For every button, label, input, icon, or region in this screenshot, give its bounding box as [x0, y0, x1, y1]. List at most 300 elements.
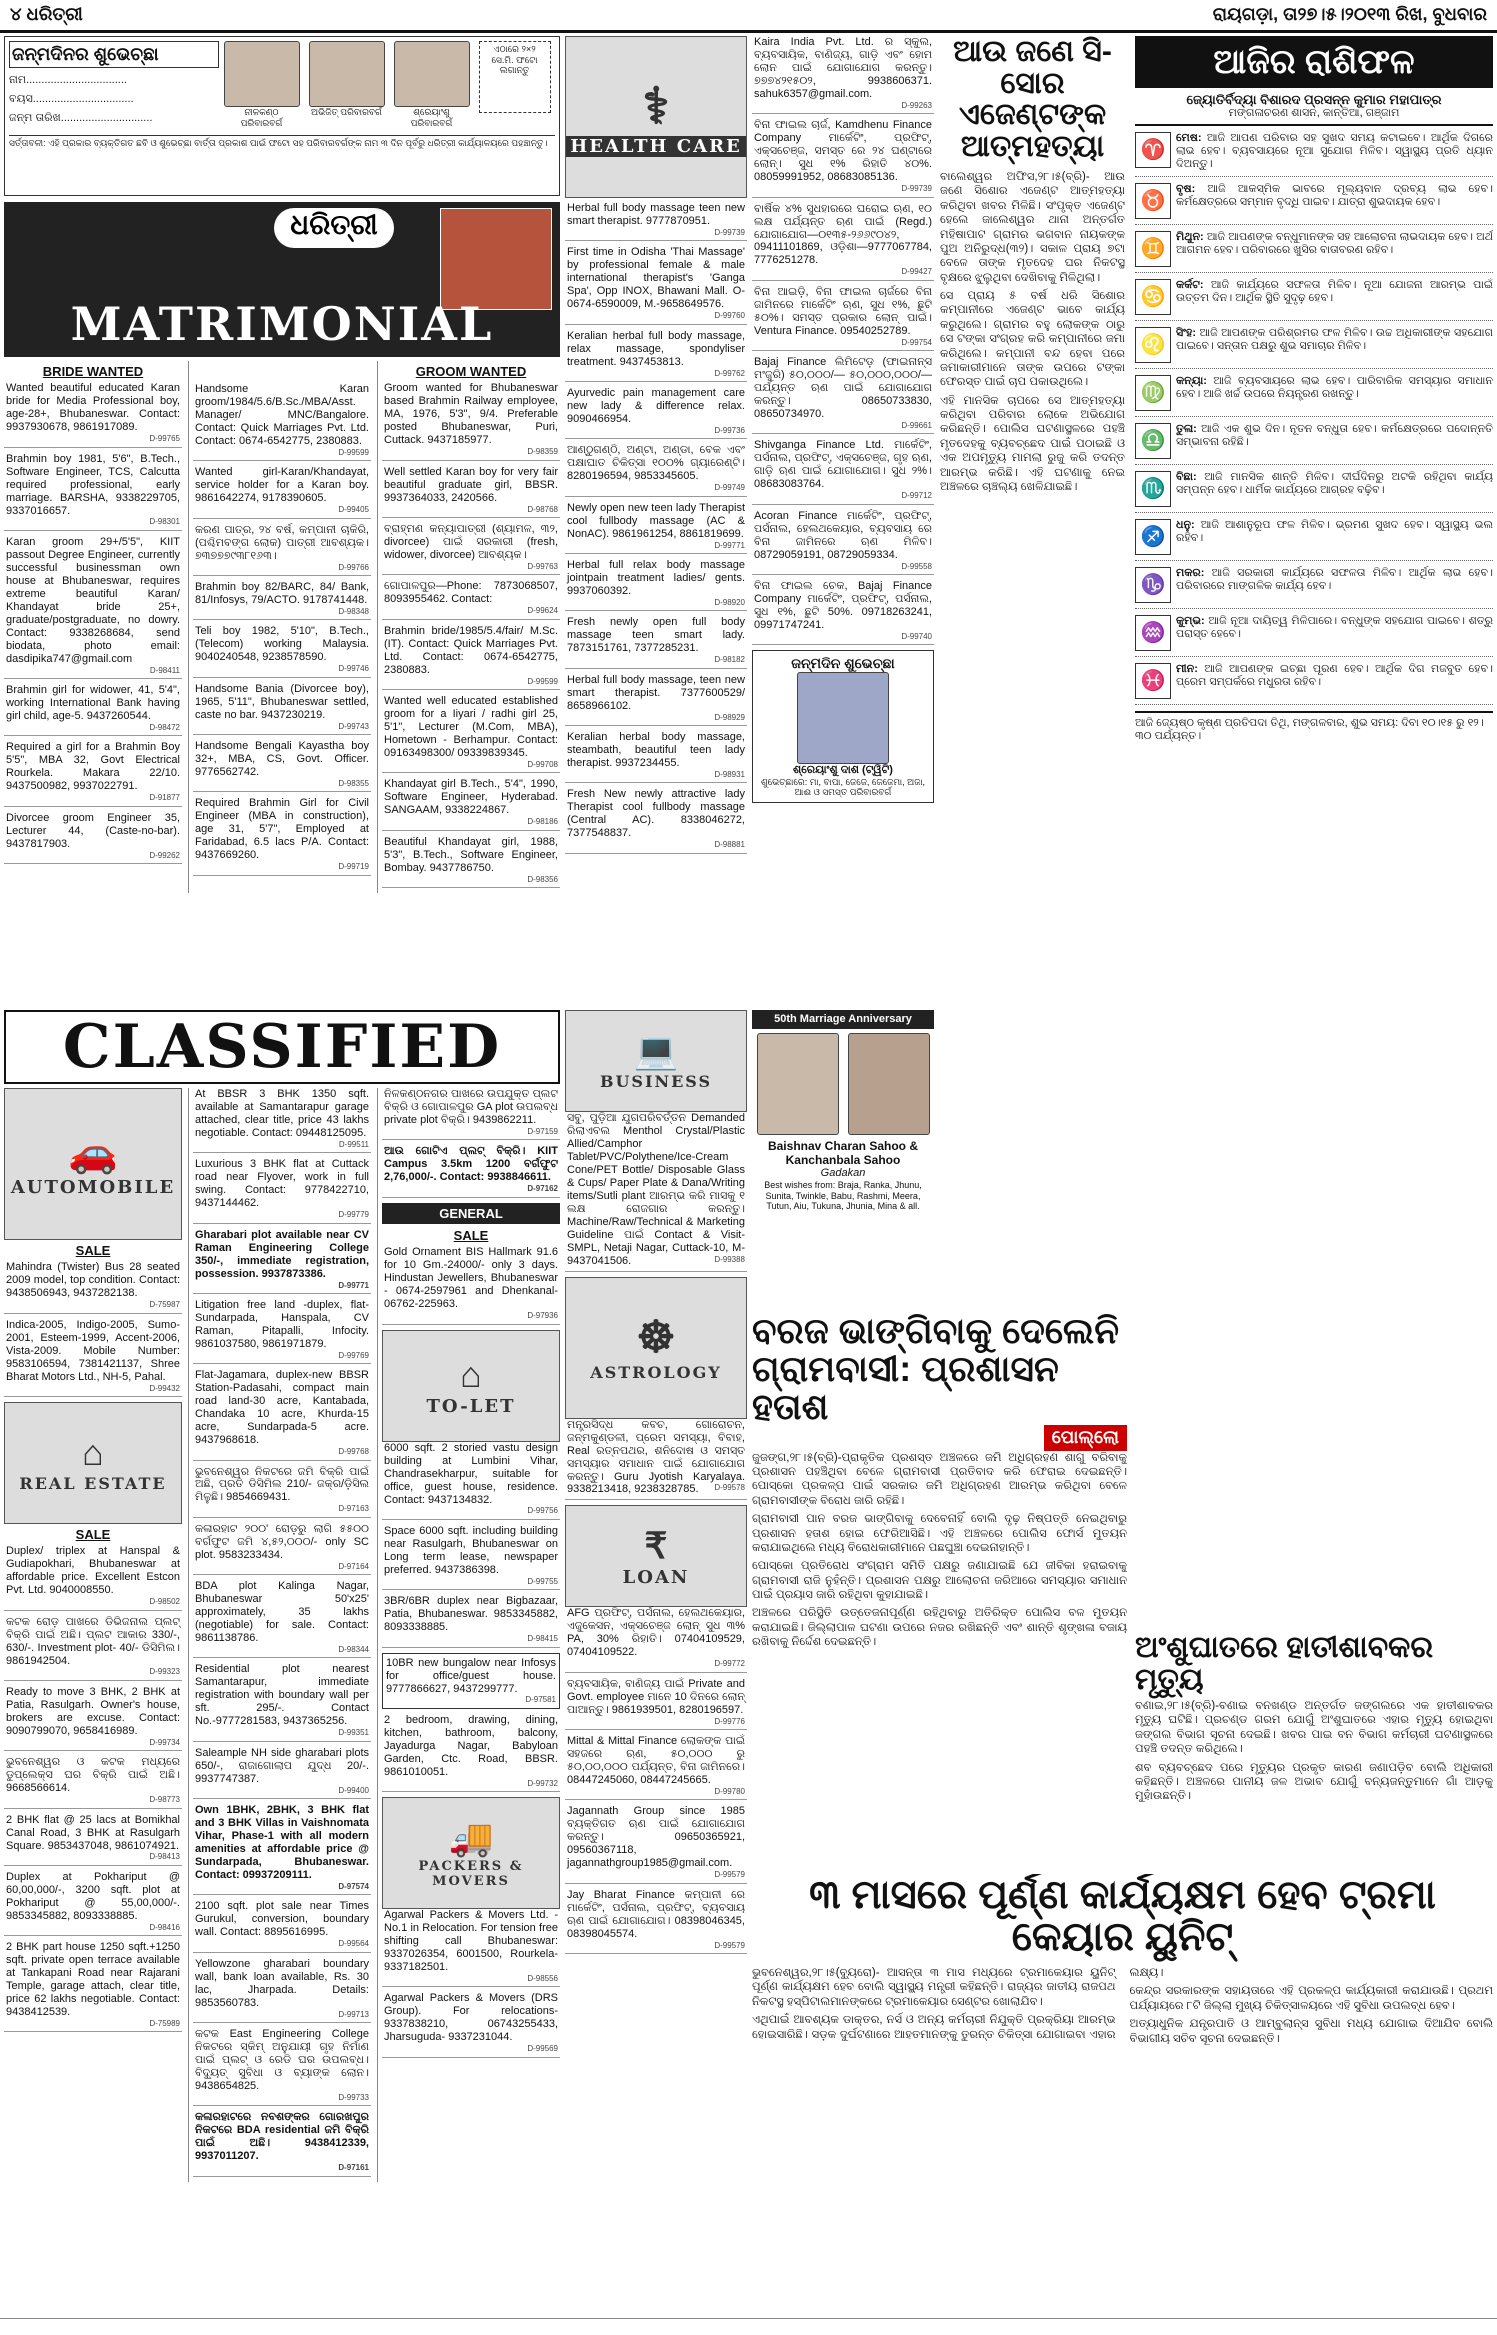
ad-code: D-99400 [338, 1785, 369, 1795]
real-estate-ad [193, 1663, 371, 1741]
ad-code: D-75987 [149, 1300, 180, 1310]
zodiac-sign-icon: ♋ [1135, 279, 1171, 315]
ad-code: D-99323 [149, 1667, 180, 1677]
ad-text: Residential plot nearest Samantarapur, immediate registration with boundary wall per sft. 295/-. Contact No.-9777281583, 9437365256. [195, 1663, 369, 1728]
zodiac-sign-icon: ♈ [1135, 132, 1171, 168]
ad-text: କଟକ ରୋଡ଼ ପାଖରେ ଡିଭିଜନାଲ ପ୍ଲଟ୍ ବିକ୍ରି ପାଇଁ ଅଛି। ପ୍ଲଟ ଆକାର 330/-, 630/-. Investment plot- 40/- ଡିସିମିଲ। 9861942504. [6, 1615, 180, 1667]
zodiac-sign-icon: ♏ [1135, 471, 1171, 507]
rashi-name: ବିଛା: [1176, 471, 1205, 484]
rashi-text: ମକର: ଆଜି ସରକାରୀ କାର୍ଯ୍ୟରେ ସଫଳତା ମିଳିବ। ଆର୍ଥିକ ଲାଭ ହେବ। ପରିବାରରେ ମାଙ୍ଗଳିକ କାର୍ଯ୍ୟ ହେବ। [1176, 567, 1493, 593]
ad-text: Duplex/ triplex at Hanspal & Gudiapokhari, Bhubaneswar at affordable price. Excellent Estcon Pvt. Ltd. 9040008550. [6, 1545, 180, 1597]
matrimonial-ad [382, 580, 560, 619]
ad-text: Teli boy 1982, 5'10", B.Tech., (Telecom) working Malaysia. 9040240548, 9238578590. [195, 625, 369, 664]
matrimonial-ad [4, 684, 182, 736]
real-estate-ad [193, 1900, 371, 1952]
ad-code: D-99579 [714, 1940, 745, 1950]
real-estate-ad [193, 2028, 371, 2106]
loan-ad [565, 1805, 747, 1883]
ad-code: D-99779 [338, 1210, 369, 1220]
real-estate-ad [4, 1545, 182, 1610]
ad-text: Handsome Karan groom/1984/5.6/B.Sc./MBA/Asst. Manager/ MNC/Bangalore. Contact: Quick Marriages Pvt. Ltd. Contact: 0674-6542775, 2380883. [195, 383, 369, 447]
rashi-name: ସିଂହ: [1176, 327, 1200, 340]
ad-text: Required a girl for a Brahmin Boy 5'5", MBA 32, Govt Electrical Rourkela. Makara 22/10. 9437500982, 9937022791. [6, 741, 180, 793]
birthday-form [4, 36, 560, 196]
rashi-name: ବୃଷ: [1176, 183, 1208, 196]
ad-text: ବିନା ଫାଇଲ ଚେକ, Bajaj Finance Company ମାର୍କେଟିଂ, ପ୍ରଫିଟ୍, ପର୍ସନାଲ, ସୁଧ ୧%, ଛୁଟି 50%. 09718263241, 09971747241. [754, 580, 932, 631]
ad-text: କଟକ East Engineering College ନିକଟରେ ସ୍କିମ୍ ଅନୁଯାୟୀ ଗୃହ ନିର୍ମାଣ ପାଇଁ ପ୍ଲଟ୍ ଓ ରେଡି ଘର ଉପଲବ୍ଧ। ବିଦ୍ୟୁତ୍ ସୁବିଧା ଓ ବ୍ୟାଙ୍କ ଲୋନ। 9438654825. [195, 2028, 369, 2092]
ad-text: Karan groom 29+/5'5", KIIT passout Degree Engineer, currently successful businessman own house at Bhubaneswar, requires extreme beautiful Karan/ Khandayat bride 25+, graduate/postgraduate, no dowry. Contact: 9338268684, send biodata, photo email: dasdipika747@gmail.com [6, 535, 180, 665]
ad-text: Keralian herbal full body massage, relax massage, spondyliser treatment. 9437453813. [567, 329, 745, 368]
real-estate-ad [382, 1088, 560, 1140]
real-estate-ad [193, 1466, 371, 1518]
loan-ad [565, 1735, 747, 1800]
kid-caption: ନୀଳକଣ୍ଠ ପରିବାରବର୍ଗ [240, 107, 283, 128]
real-estate-title: REAL ESTATE [19, 1473, 167, 1493]
ad-code: D-99743 [338, 721, 369, 731]
health-care-title: HEALTH CARE [566, 136, 746, 157]
car-icon: 🚗 [68, 1130, 118, 1175]
news-road-headline: ବରଜ ଭାଙ୍ଗିବାକୁ ଦେଲେନି ଗ୍ରାମବାସୀ: ପ୍ରଶାସନ ହତାଶ [752, 1312, 1120, 1427]
ad-text: Keralian herbal body massage, steambath, beautiful teen lady therapist. 9937234455. [567, 731, 745, 769]
ad-text: Wanted well educated established groom for a Iiyari / radhi girl 25, 5'1", Lecturer (M.Com, MBA), Hometown - Berhampur. Contact: 09163498300/ 09339839345. [384, 694, 558, 759]
matrimonial-ad [193, 466, 371, 518]
rashi-entry [1135, 519, 1493, 561]
ad-text: BDA plot Kalinga Nagar, Bhubaneswar 50'x25' approximately, 35 lakhs (negotiable) for sale. Contact: 9861138786. [195, 1580, 369, 1645]
news-paragraph: ଅଞ୍ଚଳରେ ପରିସ୍ଥିତି ଉତ୍ତେଜନାପୂର୍ଣ୍ଣ ରହିଥିବାରୁ ଅତିରିକ୍ତ ପୋଲିସ ବଳ ମୁତୟନ କରାଯାଇଛି। ଜିଲ୍ଲାପାଳ ଘଟଣା ଉପରେ ନଜର ରଖିଛନ୍ତି ଏବଂ ଶାନ୍ତି ଶୃଙ୍ଖଳା ବଜାୟ ରଖିବାକୁ ନିର୍ଦ୍ଦେଶ ଦେଇଛନ୍ତି। [752, 1607, 1127, 1649]
news-paragraph: ଅତ୍ୟାଧୁନିକ ଯନ୍ତ୍ରପାତି ଓ ଆମ୍ବୁଲାନ୍ସ ସୁବିଧା ମଧ୍ୟ ଯୋଗାଇ ଦିଆଯିବ ବୋଲି ବିଭାଗୀୟ ସଚିବ ସୂଚନା ଦେଇଛନ୍ତି। [1129, 2018, 1493, 2045]
to-let-ad [382, 1714, 560, 1792]
rashi-entry [1135, 132, 1493, 177]
kid-caption: ଶ୍ରେୟାଂଶୁ ପରିବାରବର୍ଗ [410, 107, 453, 128]
business-ad: ସବୁ, ପୁଡ଼ିଆ ଯୁଗପରିବର୍ତ୍ତନ Demanded ରିଲାଏବଲ Menthol Crystal/Plastic Allied/Camphor Tablet/PVC/Polythene/Ice-Cream Cone/PET Bottle/ Disposable Glass & Cups/ Paper Plate & Dana/Writing items/Sutli plant ଆରମ୍ଭ କରି ମାସକୁ ୧ ଲକ୍ଷ ରୋଜଗାର କରନ୍ତୁ। Machine/Raw/Technical & Marketing Guideline ପାଇଁ Contact & Visit-SMPL, Netaji Nagar, Cuttack-10, M-9437041506. D-99388 [565, 1112, 747, 1272]
ad-code: D-98415 [527, 1634, 558, 1644]
ad-code: D-98301 [149, 517, 180, 527]
matrimonial-ad [382, 382, 560, 460]
ad-text: ବ୍ୟବସାୟିକ, ବାଣିଜ୍ୟ ପାଇଁ Private and Govt. employee ମାନେ 10 ଦିନରେ ଲୋନ୍ ପାଆନ୍ତୁ। 9861939501, 8280196597. [567, 1677, 745, 1716]
ad-text: Fresh newly open full body massage teen smart lady. 7873151761, 7377285231. [567, 616, 745, 655]
ad-text: Fresh New newly attractive lady Therapist cool fullbody massage (Central AC). 8338046272, 7377548837. [567, 788, 745, 840]
to-let-title: TO-LET [426, 1396, 516, 1418]
ad-code: D-99712 [901, 491, 932, 501]
ad-code: D-99749 [714, 483, 745, 493]
ad-code: D-98920 [714, 597, 745, 607]
packers-ad [382, 1909, 560, 1987]
kid-caption: ଅଭିଜିତ୍ ପରିବାରବର୍ଗ [311, 107, 382, 117]
rashi-entry [1135, 183, 1493, 225]
ad-text: କଳାରହାଟରେ ନବଶଙ୍କର ଗୋରଖପୁର ନିକଟରେ BDA residential ଜମି ବିକ୍ରି ପାଇଁ ଅଛି। 9438412339, 9937011207. [195, 2111, 369, 2163]
ad-code: D-99579 [714, 1870, 745, 1880]
health-ad [565, 202, 747, 241]
rashi-name: କୁମ୍ଭ: [1176, 615, 1209, 628]
ad-text: Handsome Bengali Kayastha boy 32+, MBA, CS, Govt. Officer. 9776562742. [195, 740, 369, 778]
news-paragraph: ପୋସ୍କୋ ପ୍ରତିରୋଧ ସଂଗ୍ରାମ ସମିତି ପକ୍ଷରୁ ଜଣାଯାଇଛି ଯେ ଜୀବିକା ହରାଇବାକୁ ଗ୍ରାମବାସୀ ରାଜି ନୁହଁନ୍ତି। ପ୍ରଶାସନ ପକ୍ଷରୁ ଆଲୋଚନା ଜରିଆରେ ସମସ୍ୟାର ସମାଧାନ ପାଇଁ ପ୍ରୟାସ ଜାରି ରହିଥିବା କୁହାଯାଇଛି। [752, 1560, 1127, 1601]
ad-text: 2 BHK flat @ 25 lacs at Bomikhal Canal Road, 3 BHK at Rasulgarh Square. 9853437048, 9861074921. [6, 1813, 180, 1852]
ad-code: D-99432 [149, 1383, 180, 1393]
ad-text: Flat-Jagamara, duplex-new BBSR Station-Padasahi, compact main road land-30 acre, Kantabada, Chandaka 10 acre, Khurda-15 acre, Sundarpada-5 acre. 9437968618. [195, 1369, 369, 1447]
birthday-wish-box [752, 650, 934, 803]
ad-text: ବିନା ଆଇଡ଼ି, ବିନା ଫାଇଲ ଚାର୍ଜରେ ବିନା ଜାମିନରେ ମାର୍କେଟିଂ ଋଣ, ସୁଧ ୧%, ଛୁଟି ୫୦%। ସମସ୍ତ ପ୍ରକାର ଲୋନ୍ ପାଇଁ। Ventura Finance. 09540252789. [754, 285, 932, 337]
ad-text: Kaira India Pvt. Ltd. ର ସ୍କୁଲ, ବ୍ୟବସାୟିକ, ବାଣିଜ୍ୟ, ଗାଡ଼ି ଏବଂ ହୋମ ଲୋନ ପାଇଁ ଯୋଗାଯୋଗ କରନ୍ତୁ। ୭୭୭୪୨୧୫୦୨, 9938606371. sahuk6357@gmail.com. [754, 36, 932, 100]
ad-code: D-99769 [338, 1350, 369, 1360]
page-header [0, 0, 1497, 33]
health-ad [565, 502, 747, 554]
ad-code: D-99739 [901, 184, 932, 194]
ad-code: D-91877 [149, 793, 180, 803]
business-astrology-loan-column [565, 1010, 747, 2315]
ad-code: D-99558 [901, 561, 932, 571]
news-trauma-headline: ୩ ମାସରେ ପୂର୍ଣ୍ଣ କାର୍ଯ୍ୟକ୍ଷମ ହେବ ଟ୍ରମା କେୟାର ୟୁନିଟ୍ [809, 1874, 1436, 1959]
ad-text: Wanted beautiful educated Karan bride for Media Professional boy, age-28+, Bhubaneswar. Contact: 9937930678, 9861917089. [6, 382, 180, 434]
matrimonial-ad [382, 836, 560, 888]
ad-code: D-99719 [338, 862, 369, 872]
rashi-entry [1135, 567, 1493, 609]
matrimonial-ad [4, 536, 182, 679]
ad-code: D-99624 [527, 606, 558, 616]
rashi-entry [1135, 231, 1493, 273]
ad-text: Divorcee groom Engineer 35, Lecturer 44, (Caste-no-bar). 9437817903. [6, 811, 180, 850]
ad-text: Own 1BHK, 2BHK, 3 BHK flat and 3 BHK Villas in Vaishnomata Vihar, Phase-1 with all modern amenities at affordable price @ Sundarpada, Bhubaneswar. Contact: 09937209111. [195, 1804, 369, 1881]
ad-code: D-75989 [149, 2019, 180, 2029]
matrimonial-ad [193, 683, 371, 735]
matrimonial-ad [4, 741, 182, 806]
birthday-wish-note: ଶୁଭେଚ୍ଛାରେ: ମା, ବାପା, ଜେଜେ, ଜେଜେମା, ଅଜା, ଆଈ ଓ ସମସ୍ତ ପରିବାରବର୍ଗ [760, 776, 926, 798]
rashi-name: କର୍କଟ: [1176, 279, 1211, 292]
ad-text: ବିନା ଫାଇଲ ଚାର୍ଜ, Kamdhenu Finance Company ମାର୍କେଟିଂ, ପ୍ରଫିଟ୍, ଏକ୍ସଚେଞ୍ଜ, ସମସ୍ତ ରେ ୨୪ ଘଣ୍ଟାରେ ଲୋନ୍। ସୁଧ ୧% ରିହାତି ୪୦%. 08059991952, 08683085136. [754, 119, 932, 184]
finance-ad [752, 510, 934, 575]
news-elephant-headline: ଅଂଶୁଘାତରେ ହାତୀଶାବକର ମୃତ୍ୟୁ [1135, 1632, 1434, 1696]
matrimonial-ad [193, 625, 371, 677]
matrimonial-ad [193, 524, 371, 576]
ad-text: 2 BHK part house 1250 sqft.+1250 sqft. private open terrace available at Tankapani Road near Rajarani Temple, garage attach, clear title, price 62 lakhs negotiable. Contact: 9438412539. [6, 1941, 180, 2019]
ad-text: କରଣ ପାତ୍ର, ୨୪ ବର୍ଷ, କମ୍ପାନୀ ଚାକିରି, (ପଶ୍ଚିମବଙ୍ଗ ଲୋକ) ପାତ୍ରୀ ଆବଶ୍ୟକ। ୭୩୭୭୭୯୩୮୧୬୩। [195, 523, 369, 562]
news-suicide [940, 36, 1125, 1036]
ad-text: Jay Bharat Finance କମ୍ପାନୀ ରେ ମାର୍କେଟିଂ, ପର୍ସନାଲ, ପ୍ରଫିଟ୍, ବ୍ୟବସାୟ ଋଣ ପାଇଁ ଯୋଗାଯୋଗ। 08398046345, 08398045574. [567, 1888, 745, 1940]
rashi-entry [1135, 615, 1493, 657]
rashi-text: ମିଥୁନ: ଆଜି ଆପଣଙ୍କ ବନ୍ଧୁମାନଙ୍କ ସହ ଆଲୋଚନା ଲାଭଦାୟକ ହେବ। ଅର୍ଥ ଆଗମନ ହେବ। ପରିବାରରେ ଖୁସିର ବାତାବରଣ ରହିବ। [1176, 231, 1493, 257]
ad-text: Newly open new teen lady Therapist cool fullbody massage (AC & NonAC). 9861961254, 8861819699. [567, 501, 745, 540]
rashi-entry [1135, 663, 1493, 705]
banner-logo: ଧରିତ୍ରୀ [274, 208, 394, 248]
bride-image [440, 208, 552, 310]
real-estate-ad [193, 1229, 371, 1294]
rashi-name: ମକର: [1176, 567, 1212, 580]
ad-code: D-98182 [714, 655, 745, 665]
photo-slot: ଏଠାରେ ୨×୨ ସେ.ମି. ଫଟୋ ଲଗାନ୍ତୁ [479, 41, 551, 113]
ad-code: D-97161 [338, 2163, 369, 2173]
ad-code: D-99776 [714, 1716, 745, 1726]
astrology-title: ASTROLOGY [590, 1363, 722, 1383]
rashi-text: କନ୍ୟା: ଆଜି ବ୍ୟବସାୟରେ ଲାଭ ହେବ। ପାରିବାରିକ ସମସ୍ୟାର ସମାଧାନ ହେବ। ଆଜି ଖର୍ଚ୍ଚ ଉପରେ ନିୟନ୍ତ୍ରଣ ରଖନ୍ତୁ। [1176, 375, 1493, 401]
ad-code: D-99713 [338, 2009, 369, 2019]
ad-code: D-98768 [527, 504, 558, 514]
ad-code: D-99569 [527, 2044, 558, 2054]
ad-code: D-98413 [149, 1852, 180, 1862]
astrology-banner [565, 1277, 747, 1419]
ad-code: D-97163 [338, 1504, 369, 1514]
ad-code: D-97581 [525, 1695, 556, 1705]
ad-text: ଭୁବନେଶ୍ୱର ନିକଟରେ ଜମି ବିକ୍ରି ପାଇଁ ଅଛି, ପ୍ରତି ଡିସିମିଲ 210/- ଜକ୍ର/ଡ଼ିସିଲ ମିଳୁଛି। 9854669431. [195, 1465, 369, 1504]
packers-title: PACKERS & MOVERS [418, 1859, 524, 1890]
real-estate-ad [193, 1299, 371, 1364]
ad-code: D-99768 [338, 1447, 369, 1457]
ad-text: 3BR/6BR duplex near Bigbazaar, Patia, Bhubaneswar. 9853345882, 8093338885. [384, 1595, 558, 1634]
news-paragraph: ଜୁଜଙ୍ଗ,୨୮।୫(ବ୍ରି)-ପ୍ରାକୃତିକ ପ୍ରଶସ୍ତ ଅଞ୍ଚଳରେ ଜମି ଅଧିଗ୍ରହଣ ଶାଗୁ ବରିବାକୁ ପ୍ରଶାସନ ପହଞ୍ଚିଥିବା ବେଳେ ଗ୍ରାମବାସୀ ପ୍ରତିବାଦ କରି ଫେରାଇ ଦେଇଛନ୍ତି। ପୋସ୍କୋ ପ୍ରକଳ୍ପ ପାଇଁ ସରକାର ଜମି ଅଧିଗ୍ରହଣ ଆରମ୍ଭ କରିଥିବା ବେଳେ ଗ୍ରାମବାସୀଙ୍କ ବିରୋଧ ଜାରି ରହିଛି। [752, 1451, 1127, 1507]
rashifal-footer: ଆଜି ଜ୍ୟେଷ୍ଠ କୃଷ୍ଣ ପ୍ରତିପଦା ତିଥି, ମଙ୍ଗଳବାର, ଶୁଭ ସମୟ: ଦିବା ୧୦।୧୫ ରୁ ୧୨।୩୦ ପର୍ଯ୍ୟନ୍ତ। [1135, 711, 1493, 743]
matrimonial-ad [4, 382, 182, 447]
kid-photo [394, 41, 470, 107]
rashi-entry [1135, 327, 1493, 369]
ad-code: D-99771 [338, 1280, 369, 1290]
child-photo [797, 672, 889, 764]
news-paragraph: ଏଥିପାଇଁ ଆବଶ୍ୟକ ଡାକ୍ତର, ନର୍ସ ଓ ଅନ୍ୟ କର୍ମଚାରୀ ନିଯୁକ୍ତି ପ୍ରକ୍ରିୟା ଆରମ୍ଭ ହୋଇସାରିଛି। ସଡ଼କ ଦୁର୍ଘଟଣାରେ ଆହତମାନଙ୍କୁ ତୁରନ୍ତ ଚିକିତ୍ସା ଯୋଗାଇବା ଏହାର ଲକ୍ଷ୍ୟ। [752, 1967, 1164, 2041]
health-ad [565, 788, 747, 853]
ad-text: Gold Ornament BIS Hallmark 91.6 for 10 Gm.-24000/- only 3 days. Hindustan Jewellers, Bhubaneswar - 0674-2597961 and Dhenkanal-06762-225963. [384, 1246, 558, 1311]
finance-ad [752, 203, 934, 281]
ad-code: D-99599 [527, 676, 558, 686]
real-estate-ad [193, 1088, 371, 1153]
matrimonial-ad [4, 453, 182, 531]
zodiac-sign-icon: ♓ [1135, 663, 1171, 699]
finance-ad [752, 286, 934, 351]
news-suicide-headline: ଆଉ ଜଣେ ସି-ସୋର ଏଜେଣ୍ଟଙ୍କ ଆତ୍ମହତ୍ୟା [953, 36, 1112, 163]
zodiac-sign-icon: ♑ [1135, 567, 1171, 603]
ad-code: D-99746 [338, 664, 369, 674]
ad-code: D-99734 [149, 1737, 180, 1747]
ad-code: D-98355 [338, 778, 369, 788]
money-icon: ₹ [644, 1524, 668, 1566]
ad-text: ବାର୍ଷିକ ୪% ସୁଧହାରରେ ଘରୋଇ ଋଣ, ୧୦ ଲକ୍ଷ ପର୍ଯ୍ୟନ୍ତ ଋଣ ପାଇଁ (Regd.) ଯୋଗାଯୋଗ—୦୧୩୫-୨୬୬୯୦୪୨, 09411101869, ଓଡ଼ିଶା—9777067784, 7776251278. [754, 202, 932, 267]
ad-text: Required Brahmin Girl for Civil Engineer (MBA in construction), age 31, 5'7", Employed at Faridabad, 6.5 lacs P/A. Contact: 9437669260. [195, 797, 369, 862]
news-paragraph: ବାଲେଶ୍ୱର ଅଫିସ,୨୮।୫(ବ୍ରି)- ଆଉ ଜଣେ ସିଶୋର ଏଜେଣ୍ଟ ଆତ୍ମହତ୍ୟା କରିଥିବା ଖବର ମିଳିଛି। ସଂପୃକ୍ତ ଏଜେଣ୍ଟ ହେଲେ ଜାଲେଶ୍ୱର ଥାନା ଅନ୍ତର୍ଗତ ମହିଷାପାଟ ଗ୍ରାମର ଭଗବାନ ନାୟକଙ୍କ ପୁଅ ଅନିରୁଦ୍ଧ(୩୨)। ସକାଳ ପ୍ରାୟ ୭ଟା ବେଳେ ତାଙ୍କ ମୃତଦେହ ଘର ନିକଟସ୍ଥ ବୃକ୍ଷରେ ଝୁଲୁଥିବା ଦେଖିବାକୁ ମିଳିଥିଲା। [940, 171, 1125, 284]
loan-title: LOAN [622, 1567, 690, 1589]
news-trauma [752, 1874, 1493, 2314]
rashi-text: ବିଛା: ଆଜି ମାନସିକ ଶାନ୍ତି ମିଳିବ। ଦୀର୍ଘଦିନରୁ ଅଟକି ରହିଥିବା କାର୍ଯ୍ୟ ସମ୍ପନ୍ନ ହେବ। ଧାର୍ମିକ କାର୍ଯ୍ୟରେ ଆଗ୍ରହ ବଢ଼ିବ। [1176, 471, 1493, 497]
loan-banner [565, 1505, 747, 1607]
rashi-name: କନ୍ୟା: [1176, 375, 1214, 388]
loan-ad [565, 1607, 747, 1672]
ad-code: D-99405 [338, 505, 369, 515]
news-elephant [1135, 1632, 1493, 1867]
ad-code: D-99427 [901, 267, 932, 277]
ad-text: 6000 sqft. 2 storied vastu design building at Lumbini Vihar, Chandrasekharpur, suitable for office, guest house, residence. Contact: 9437134832. [384, 1441, 558, 1506]
auto-sale-head: SALE [75, 1243, 111, 1258]
zodiac-wheel-icon: ☸ [636, 1313, 676, 1363]
ad-code: D-98502 [149, 1597, 180, 1607]
form-field-age: ବୟସ................................. [9, 93, 134, 106]
matrimonial-ad [193, 383, 371, 461]
finance-column [752, 36, 934, 1046]
ad-text: Bajaj Finance ଲିମିଟେଡ଼ (ଫାଇନାନ୍ସ ମଂଜୁରି) ୫୦,୦୦୦/— ୫୦,୦୦୦,୦୦୦/— ପର୍ଯ୍ୟନ୍ତ ଋଣ ପାଇଁ ଯୋଗାଯୋଗ କରନ୍ତୁ। 08650733830, 08650734970. [754, 356, 932, 421]
ad-text: Khandayat girl B.Tech., 5'4", 1990, Software Engineer, Hyderabad. SANGAAM, 9338224867. [384, 778, 558, 817]
bride-wanted-head: BRIDE WANTED [42, 364, 144, 379]
news-paragraph: ବଣାଇ,୨୮।୫(ବ୍ରି)-ବଣାଇ ବନଖଣ୍ଡ ଅନ୍ତର୍ଗତ ଜଙ୍ଗଲରେ ଏକ ହାତୀଶାବକର ମୃତ୍ୟୁ ଘଟିଛି। ପ୍ରଚଣ୍ଡ ଗରମ ଯୋଗୁଁ ଅଂଶୁଘାତରେ ଏହାର ମୃତ୍ୟୁ ହୋଇଥିବା ଜଙ୍ଗଲ ବିଭାଗ ସୂଚନା ଦେଇଛି। ଖବର ପାଇ ବନ ବିଭାଗ କର୍ମଚାରୀ ଘଟଣାସ୍ଥଳରେ ପହଞ୍ଚି ତଦନ୍ତ କରିଥିଲେ। [1135, 1700, 1493, 1756]
ad-text: Brahmin girl for widower, 41, 5'4", working International Bank having girl child, age-5. 9437260544. [6, 684, 180, 722]
matrimonial-ad [382, 695, 560, 773]
rashi-text: ଧନୁ: ଆଜି ଆଶାନୁରୂପ ଫଳ ମିଳିବ। ଭ୍ରମଣ ସୁଖଦ ହେବ। ସ୍ୱାସ୍ଥ୍ୟ ଭଲ ରହିବ। [1176, 519, 1493, 545]
real-estate-ad [193, 1523, 371, 1575]
finance-ad [752, 439, 934, 504]
ad-text: Litigation free land -duplex, flat-Sundarpada, Hanspala, CV Raman, Pitapalli, Infocity. 9861037580, 9861971879. [195, 1298, 369, 1350]
real-estate-ad [4, 1814, 182, 1866]
form-note: ସର୍ତ୍ତାବଳୀ: ଏହି ପ୍ରକାର ବ୍ୟକ୍ତିଗତ ଛବି ଓ ଶୁଭେଚ୍ଛା ବାର୍ତ୍ତା ପ୍ରକାଶ ପାଇଁ ଫଟୋ ସହ ପରିବାରବର୍ଗଙ୍କ ନାମ ୩ ଦିନ ପୂର୍ବରୁ ଧରିତ୍ରୀ କାର୍ଯ୍ୟାଳୟରେ ପହଞ୍ଚାନ୍ତୁ। [9, 135, 555, 149]
ad-text: Space 6000 sqft. including building near Rasulgarh, Bhubaneswar on Long term lease, newspaper preferred. 9437386398. [384, 1524, 558, 1576]
ad-code: D-97159 [527, 1126, 558, 1136]
news-paragraph: ଭୁବନେଶ୍ୱର,୨୮।୫(ବ୍ୟୁରୋ)- ଆସନ୍ତା ୩ ମାସ ମଧ୍ୟରେ ଟ୍ରମାକେୟାର ୟୁନିଟ୍ ପୂର୍ଣ୍ଣ କାର୍ଯ୍ୟକ୍ଷମ ହେବ ବୋଲି ସ୍ୱାସ୍ଥ୍ୟ ମନ୍ତ୍ରୀ କହିଛନ୍ତି। ରାଜ୍ୟର ଜାତୀୟ ରାଜପଥ ନିକଟସ୍ଥ ହସ୍ପିଟାଲମାନଙ୍କରେ ଟ୍ରମାକେୟାର ସେଣ୍ଟର ଖୋଲାଯିବ। [752, 1967, 1116, 2008]
kid-photo [309, 41, 385, 107]
ad-code: D-99766 [338, 562, 369, 572]
zodiac-sign-icon: ♎ [1135, 423, 1171, 459]
matrimonial-ad [382, 523, 560, 575]
ad-code: D-98472 [149, 722, 180, 732]
anniversary-title: 50th Marriage Anniversary [752, 1010, 934, 1029]
ad-text: Brahmin boy 1981, 5'6", B.Tech., Software Engineer, TCS, Calcutta required professional, early marriage. BARSHA, 9338229705, 9337016657. [6, 452, 180, 517]
classified-col1 [4, 1088, 182, 2182]
laptop-icon: 💻 [633, 1030, 679, 1072]
ad-code: D-99780 [714, 1786, 745, 1796]
finance-ad [752, 580, 934, 645]
ad-code: D-99511 [338, 1139, 369, 1149]
ad-code: D-99733 [338, 2092, 369, 2102]
ad-code: D-98411 [149, 665, 180, 675]
anniversary-place: Gadakan [820, 1167, 866, 1180]
ad-text: Saleample NH side gharabari plots 650/-, ରାଜାଗୋଲାପ ଯୁଦ୍ଧ 20/-. 9937747387. [195, 1746, 369, 1785]
rashifal-place: ମଙ୍ଗଳାଚରଣ ଶାସନ, କାନ୍ତିଆ, ଗଞ୍ଜାମ [1135, 107, 1493, 126]
ad-code: D-99771 [714, 540, 745, 550]
form-field-dob: ଜନ୍ମ ତାରିଖ.............................. [9, 112, 153, 125]
matrimonial-col2 [188, 361, 371, 893]
ad-code: D-98344 [338, 1645, 369, 1655]
finance-ad [752, 119, 934, 197]
matrimonial-ad [193, 797, 371, 875]
classified-col3 [377, 1088, 560, 2182]
to-let-banner [382, 1330, 560, 1442]
ad-text: Gharabari plot available near CV Raman Engineering College 350/-, immediate registration, possession. 9937873386. [195, 1228, 369, 1280]
news-paragraph: ଗ୍ରାମବାସୀ ପାନ ବରଜ ଭାଙ୍ଗିବାକୁ ଦେବେନାହିଁ ବୋଲି ଦୃଢ଼ ନିଷ୍ପତ୍ତି ନେଇଥିବାରୁ ପ୍ରଶାସନ ହତାଶ ହୋଇ ଫେରିଆସିଛି। ଏହି ଅଞ୍ଚଳରେ ପୋଲିସ ଫୋର୍ସ ମୁତୟନ କରାଯାଇଥିଲେ ମଧ୍ୟ ବିରୋଧକାରୀମାନେ ପଛଘୁଞ୍ଚା ଦେଇନାହାନ୍ତି। [752, 1513, 1127, 1554]
real-estate-ad [193, 1958, 371, 2023]
husband-photo [757, 1033, 839, 1135]
health-care-banner [565, 36, 747, 198]
ad-text: Herbal full body massage teen new smart therapist. 9777870951. [567, 202, 745, 227]
news-paragraph: ସେ ପ୍ରାୟ ୫ ବର୍ଷ ଧରି ସିଶୋର କମ୍ପାନୀରେ ଏଜେଣ୍ଟ ଭାବେ କାର୍ଯ୍ୟ କରୁଥିଲେ। ଗ୍ରାମର ବହୁ ଲୋକଙ୍କ ଠାରୁ ସେ ଟଙ୍କା ସଂଗ୍ରହ କରି କମ୍ପାନୀରେ ଜମା କରିଥିଲେ। କମ୍ପାନୀ ବନ୍ଦ ହେବା ପରେ ଜମାକାରୀମାନେ ତାଙ୍କ ଉପରେ ଟଙ୍କା ଫେରସ୍ତ ପାଇଁ ଚାପ ପକାଉଥିଲେ। [940, 290, 1125, 389]
truck-icon: 🚚 [448, 1816, 494, 1858]
groom-wanted-column [377, 361, 560, 893]
rashi-text: କୁମ୍ଭ: ଆଜି ନୂଆ ଦାୟିତ୍ୱ ମିଳିପାରେ। ବନ୍ଧୁଙ୍କ ସହଯୋଗ ପାଇବେ। ଶତ୍ରୁ ପରାସ୍ତ ହେବେ। [1176, 615, 1493, 641]
real-estate-ad [193, 1369, 371, 1460]
ad-code: D-99754 [901, 337, 932, 347]
anniversary-box [752, 1010, 934, 1305]
anniversary-wishes: Best wishes from: Braja, Ranka, Jhunu, Sunita, Twinkle, Babu, Rashmi, Meera, Tutun, Aiu, Tukuna, Jhunia, Mina & all. [764, 1180, 922, 1212]
rashi-text: ମୀନ: ଆଜି ଆପଣଙ୍କ ଇଚ୍ଛା ପୂରଣ ହେବ। ଆର୍ଥିକ ଦିଗ ମଜବୁତ ହେବ। ପ୍ରେମ ସମ୍ପର୍କରେ ମଧୁରତା ରହିବ। [1176, 663, 1493, 689]
ad-text: Luxurious 3 BHK flat at Cuttack road near Flyover, work in full swing. Contact: 9778422710, 9437144462. [195, 1158, 369, 1210]
ad-code: D-97164 [338, 1561, 369, 1571]
real-estate-ad [4, 1686, 182, 1751]
general-head: GENERAL [382, 1203, 560, 1224]
ad-text: 2100 sqft. plot sale near Times Gurukul, conversion, boundary wall. Contact: 8895616995. [195, 1900, 369, 1939]
ad-text: Jagannath Group since 1985 ବ୍ୟକ୍ତିଗତ ଋଣ ପାଇଁ ଯୋଗାଯୋଗ କରନ୍ତୁ। 09650365921, 09560367118, jagannathgroup1985@gmail.com. [567, 1805, 745, 1870]
real-estate-ad [193, 1747, 371, 1799]
ad-code: D-99739 [714, 227, 745, 237]
ad-code: D-98931 [714, 769, 745, 779]
ad-code: D-99262 [149, 850, 180, 860]
birthday-wish-title: ଜନ୍ମଦିନ ଶୁଭେଚ୍ଛା [791, 655, 895, 672]
ad-text: Wanted girl-Karan/Khandayat, service holder for a Karan boy. 9861642274, 9178390605. [195, 466, 369, 505]
finance-ad [752, 36, 934, 114]
general-sale-head: SALE [453, 1228, 489, 1244]
ad-code: D-98929 [714, 712, 745, 722]
ad-code: D-99564 [338, 1939, 369, 1949]
anniversary-names: Baishnav Charan Sahoo & Kanchanbala Sahoo [767, 1138, 919, 1168]
packers-banner [382, 1797, 560, 1909]
zodiac-sign-icon: ♐ [1135, 519, 1171, 555]
ad-text: ଭୁବନେଶ୍ୱର ଓ କଟକ ମଧ୍ୟରେ ଡୁପ୍ଲେକ୍ସ ଘର ବିକ୍ରି ପାଇଁ ଅଛି। 9668566614. [6, 1756, 180, 1795]
real-estate-ad [4, 1616, 182, 1681]
zodiac-sign-icon: ♌ [1135, 327, 1171, 363]
kid-photo [224, 41, 300, 107]
ad-text: Beautiful Khandayat girl, 1988, 5'3", B.Tech., Software Engineer, Bombay. 9437786750. [384, 835, 558, 874]
news-paragraph: ଶବ ବ୍ୟବଚ୍ଛେଦ ପରେ ମୃତ୍ୟୁର ପ୍ରକୃତ କାରଣ ଜଣାପଡ଼ିବ ବୋଲି ଅଧିକାରୀ କହିଛନ୍ତି। ଅଞ୍ଚଳରେ ପାନୀୟ ଜଳ ଅଭାବ ଯୋଗୁଁ ବନ୍ୟଜନ୍ତୁମାନେ ଗାଁ ଆଡ଼କୁ ମୁହାଁଉଛନ୍ତି। [1135, 1761, 1493, 1803]
loan-ad [565, 1889, 747, 1954]
real-estate-ad [4, 1941, 182, 2032]
ad-text: 10BR new bungalow near Infosys for office/guest house. 9777866627, 9437299777. [386, 1656, 556, 1695]
rashi-name: ମୀନ: [1176, 663, 1205, 676]
ad-code: D-99732 [527, 1778, 558, 1788]
matrimonial-ad [193, 581, 371, 620]
ad-text: Acoran Finance ମାର୍କେଟିଂ, ପ୍ରଫିଟ୍, ପର୍ସନାଲ, ହେଲଥକେୟାର, ବ୍ୟବସାୟ ରେ ବିନା ଜାମିନରେ ଋଣ ମିଳିବ। 08729059191, 08729059334. [754, 509, 932, 561]
ad-text: 2 bedroom, drawing, dining, kitchen, bathroom, balcony, Jayadurga Nagar, Babyloan Garden, Ctc. Road, BBSR. 9861010051. [384, 1713, 558, 1778]
rashi-text: ମେଷ: ଆଜି ଆପଣ ପରିବାର ସହ ସୁଖଦ ସମୟ କଟାଇବେ। ଆର୍ଥିକ ଦିଗରେ ଲାଭ ହେବ। ବ୍ୟବସାୟରେ ନୂଆ ସୁଯୋଗ ମିଳିବ। ସ୍ୱାସ୍ଥ୍ୟ ପ୍ରତି ଧ୍ୟାନ ଦିଅନ୍ତୁ। [1176, 132, 1493, 171]
ad-text: Shivganga Finance Ltd. ମାର୍କେଟିଂ, ପର୍ସନାଲ, ପ୍ରଫିଟ୍, ଏକ୍ସଚେଞ୍ଜ, ଗୃହ ଋଣ, ଗାଡ଼ି ଋଣ ପାଇଁ ଯୋଗାଯୋଗ। ସୁଧ ୨%। 08683083764. [754, 439, 932, 491]
ad-code: D-99756 [527, 1506, 558, 1516]
ad-code: D-97574 [338, 1881, 369, 1891]
to-let-ad [382, 1595, 560, 1647]
zodiac-sign-icon: ♉ [1135, 183, 1171, 219]
automobile-ad [4, 1319, 182, 1397]
ad-text: ଆଣ୍ଠୁଗଣ୍ଠି, ଅଣ୍ଟା, ଅଣ୍ଡା, ବେକ ଏବଂ ପକ୍ଷାଘାତ ଚିକିତ୍ସା ୧୦୦% ଗ୍ୟାରେଣ୍ଟି। 8280196594, 9853345605. [567, 444, 745, 483]
birthday-wish-name: ଶ୍ରେୟାଂଶୁ ଦାଶ (ଟ୍ୱିଟି) [793, 763, 893, 776]
birthday-form-title: ଜନ୍ମଦିନର ଶୁଭେଚ୍ଛା [9, 41, 219, 68]
rashi-text: ସିଂହ: ଆଜି ଆପଣଙ୍କ ପରିଶ୍ରମର ଫଳ ମିଳିବ। ଉଚ୍ଚ ଅଧିକାରୀଙ୍କ ସହଯୋଗ ପାଇବେ। ସନ୍ତାନ ପକ୍ଷରୁ ଶୁଭ ସମାଚାର ମିଳିବ। [1176, 327, 1493, 353]
matrimonial-ad [382, 466, 560, 518]
real-estate-ad [193, 1580, 371, 1658]
re-sale-head: SALE [75, 1526, 111, 1542]
poll-badge: ପୋଲ୍ଲୋ [1044, 1425, 1127, 1450]
ad-text: Yellowzone gharabari boundary wall, bank loan available, Rs. 30 lac, Jharpada. Details: 9853560783. [195, 1957, 369, 2009]
loan-ad [565, 1678, 747, 1730]
finance-ad [752, 356, 934, 434]
ad-code: D-98881 [714, 840, 745, 850]
ad-code: D-98186 [527, 817, 558, 827]
ad-text: କଳାରହାଟ ୨୦୦' ରୋଡ଼ରୁ ଲାଗି ୫୫୦୦ ବର୍ଗଫୁଟ ଜମି ୪,୫୨,୦୦୦/- only SC plot. 9583233434. [195, 1522, 369, 1561]
ad-code: D-99263 [901, 100, 932, 110]
ad-text: Herbal full relax body massage jointpain treatment ladies/ gents. 9937060392. [567, 559, 745, 597]
ad-code: D-99736 [714, 425, 745, 435]
ad-code: D-97936 [527, 1311, 558, 1321]
matrimonial-ad [382, 625, 560, 690]
rashifal-title: ଆଜିର ରାଶିଫଳ [1135, 36, 1493, 88]
matrimonial-banner [4, 202, 560, 357]
astrology-ad: ମନ୍ତ୍ରସିଦ୍ଧ କବଚ, ଗୋରୋଚନ, ଜନ୍ମକୁଣ୍ଡଳୀ, ପ୍ରେମ ସମସ୍ୟା, ବିବାହ, Real ରତ୍ନପଥର, ଶନିଦୋଷ ଓ ସମସ୍ତ ସମସ୍ୟାର ସମାଧାନ ପାଇଁ ଯୋଗାଯୋଗ କରନ୍ତୁ। Guru Jyotish Karyalaya. 9338213418, 9238328785. D-99578 [565, 1419, 747, 1501]
news-paragraph: ଏହି ମାନସିକ ଚାପରେ ସେ ଆତ୍ମହତ୍ୟା କରିଥିବା ପରିବାର ଲୋକେ ଅଭିଯୋଗ କରିଛନ୍ତି। ପୋଲିସ ଘଟଣାସ୍ଥଳରେ ପହଞ୍ଚି ମୃତଦେହକୁ ବ୍ୟବଚ୍ଛେଦ ପାଇଁ ପଠାଇଛି ଓ ଏକ ଅପମୃତ୍ୟୁ ମାମଲା ରୁଜୁ କରି ତଦନ୍ତ ଆରମ୍ଭ କରିଛି। ଏହି ଘଟଣାକୁ ନେଇ ଅଞ୍ଚଳରେ ଚାଞ୍ଚଲ୍ୟ ଖେଳିଯାଇଛି। [940, 394, 1125, 493]
real-estate-ad [4, 1756, 182, 1808]
ad-text: Groom wanted for Bhubaneswar based Brahmin Railway employee, MA, 1976, 5'3", 9/4. Preferable posted Bhubaneswar, Puri, Cuttack. 9437185977. [384, 382, 558, 447]
real-estate-ad [382, 1145, 560, 1197]
real-estate-ad [4, 1871, 182, 1936]
news-paragraph: କେନ୍ଦ୍ର ସରକାରଙ୍କ ସହାୟତାରେ ଏହି ପ୍ରକଳ୍ପ କାର୍ଯ୍ୟକାରୀ କରାଯାଉଛି। ପ୍ରଥମ ପର୍ଯ୍ୟାୟରେ ୮ଟି ଜିଲ୍ଲା ମୁଖ୍ୟ ଚିକିତ୍ସାଳୟରେ ଏହି ସୁବିଧା ଉପଲବ୍ଧ ହେବ। [1129, 1985, 1493, 2012]
matrimonial-ad [4, 812, 182, 864]
ad-text: Duplex at Pokhariput @ 60,00,000/-, 3200 sqft. plot at Pokhariput @ 55,00,000/-. 9853345882, 8093338885. [6, 1870, 180, 1922]
ad-code: D-99772 [714, 1659, 745, 1669]
groom-wanted-head: GROOM WANTED [415, 364, 527, 379]
